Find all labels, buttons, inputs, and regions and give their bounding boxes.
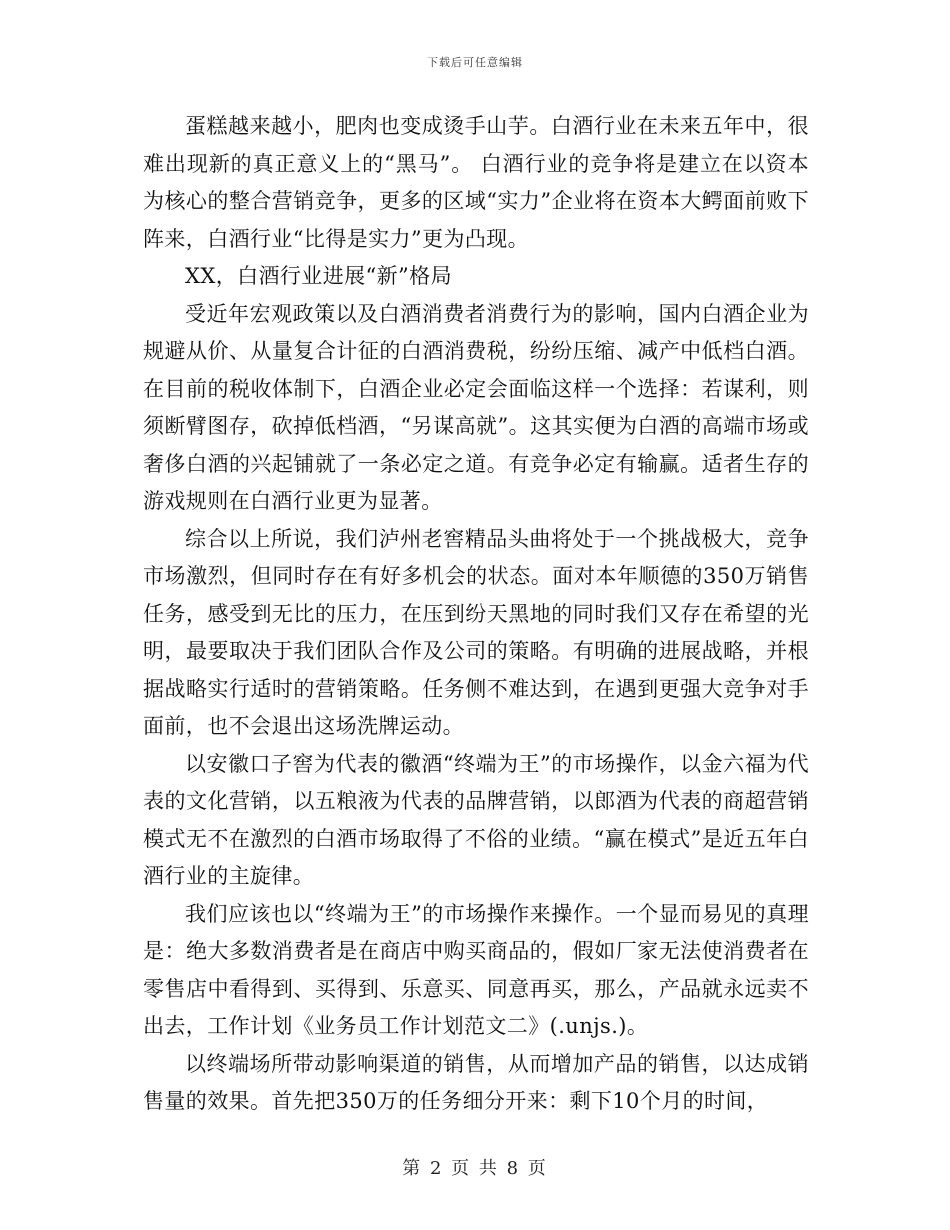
paragraph-1: 蛋糕越来越小，肥肉也变成烫手山芋。白酒行业在未来五年中，很难出现新的真正意义上的“黑马”。 白酒行业的竞争将是建立在以资本为核心的整合营销竞争，更多的区域“实力”企业将在资本大鳄面前败下阵来，白酒行业“比得是实力”更为凸现。 [143, 114, 809, 251]
paragraph-6: 以终端场所带动影响渠道的销售，从而增加产品的销售，以达成销售量的效果。首先把350万的任务细分开来：剩下10个月的时间， [143, 1051, 809, 1113]
section-heading: XX，白酒行业进展“新”格局 [185, 264, 452, 288]
page-number: 第 2 页 共 8 页 [402, 1158, 548, 1179]
document-body [143, 108, 809, 1121]
page-header: 下载后可任意编辑 [427, 56, 523, 69]
paragraph-3: 综合以上所说，我们泸州老窖精品头曲将处于一个挑战极大，竞争市场激烈，但同时存在有好多机会的状态。面对本年顺德的350万销售任务，感受到无比的压力，在压到纷天黑地的同时我们又存在希望的光明，最要取决于我们团队合作及公司的策略。有明确的进展战略，并根据战略实行适时的营销策略。任务侧不难达到，在遇到更强大竞争对手面前，也不会退出这场洗牌运动。 [143, 526, 809, 738]
paragraph-5: 我们应该也以“终端为王”的市场操作来操作。一个显而易见的真理是：绝大多数消费者是在商店中购买商品的，假如厂家无法使消费者在零售店中看得到、买得到、乐意买、同意再买，那么，产品就永远卖不出去，工作计划《业务员工作计划范文二》(.unjs.)。 [143, 901, 809, 1038]
paragraph-4: 以安徽口子窖为代表的徽酒“终端为王”的市场操作，以金六福为代表的文化营销，以五粮液为代表的品牌营销，以郎酒为代表的商超营销模式无不在激烈的白酒市场取得了不俗的业绩。“赢在模式”是近五年白酒行业的主旋律。 [143, 751, 809, 888]
paragraph-2: 受近年宏观政策以及白酒消费者消费行为的影响，国内白酒企业为规避从价、从量复合计征的白酒消费税，纷纷压缩、减产中低档白酒。在目前的税收体制下，白酒企业必定会面临这样一个选择：若谋利，则须断臂图存，砍掉低档酒，“另谋高就”。这其实便为白酒的高端市场或奢侈白酒的兴起铺就了一条必定之道。有竞争必定有输赢。适者生存的游戏规则在白酒行业更为显著。 [143, 301, 809, 513]
